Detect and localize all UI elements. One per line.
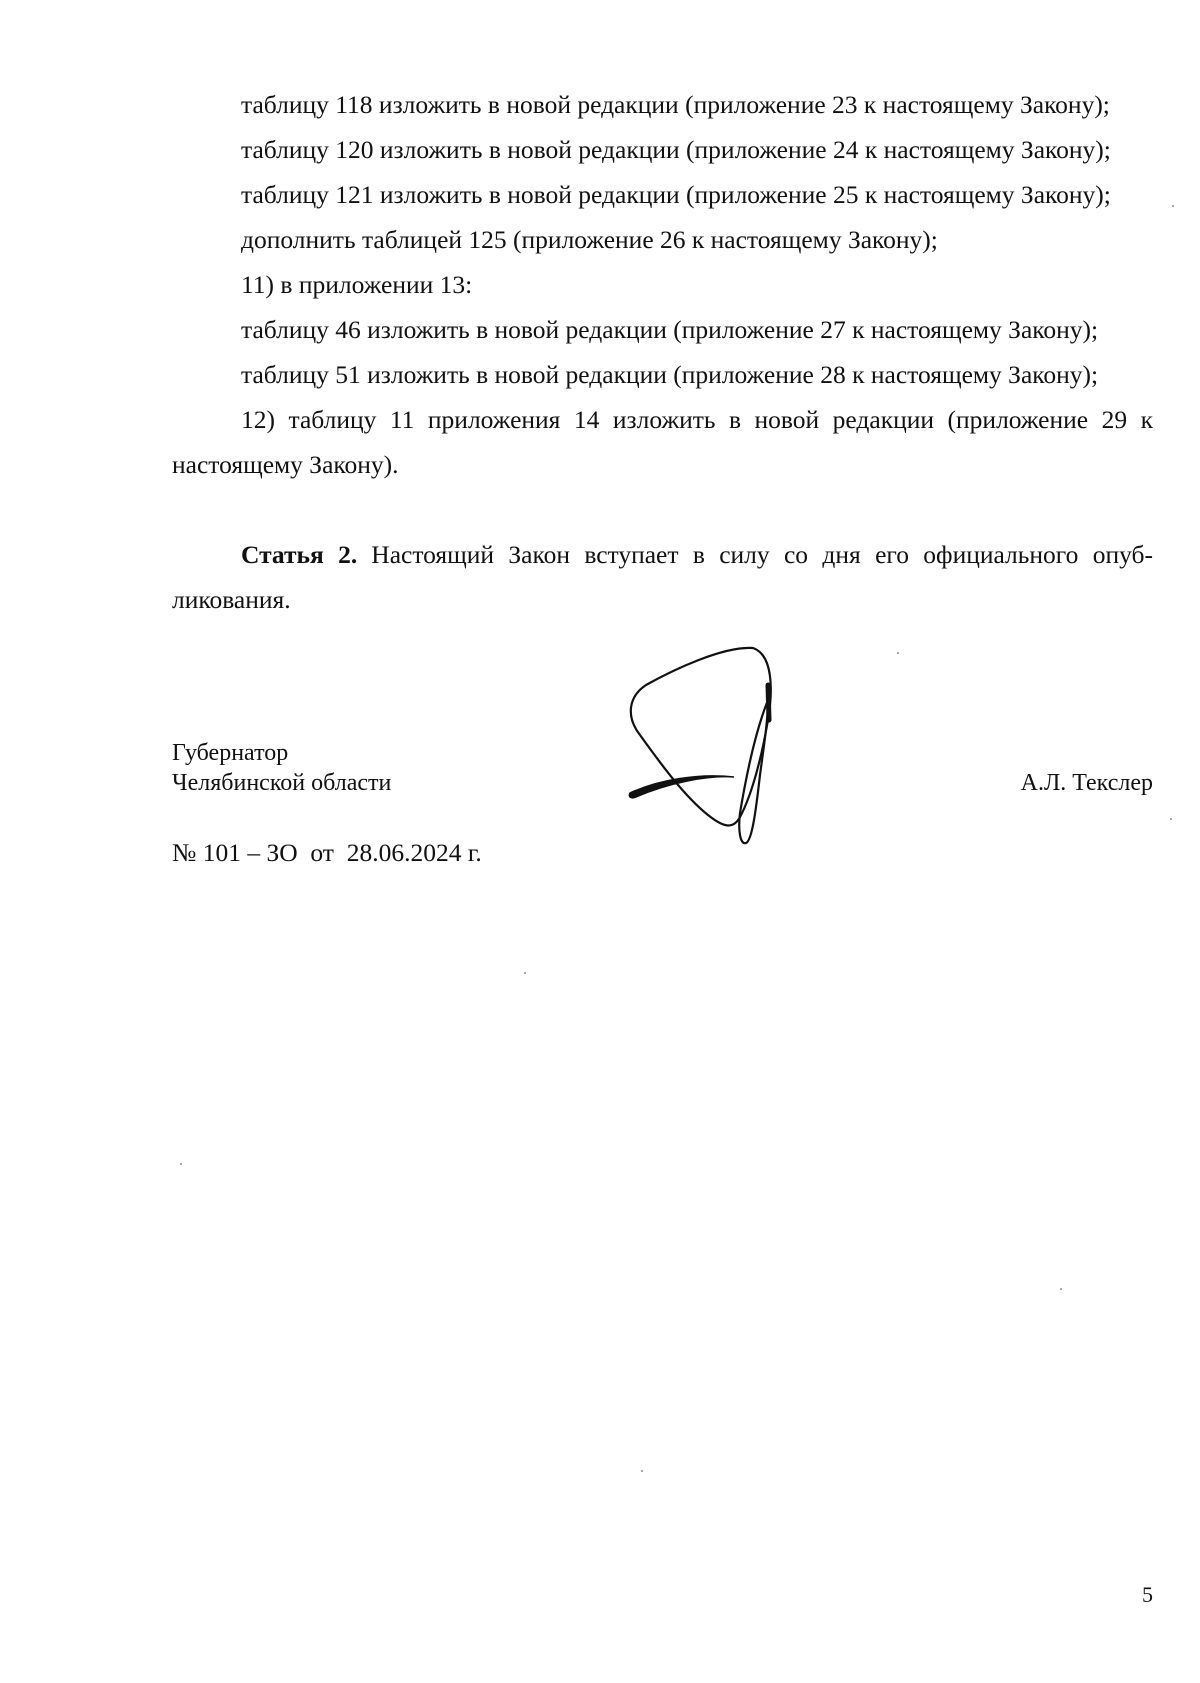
article-2-line1	[241, 540, 1153, 570]
paragraph-add-table-125: дополнить таблицей 125 (приложение 26 к настоящему Закону);	[241, 225, 938, 254]
paragraph-item-12-line1: 12) таблицу 11 приложения 14 изложить в новой редакции (приложение 29 к	[241, 405, 1153, 434]
paragraph-item-11: 11) в приложении 13:	[241, 270, 473, 299]
signer-name: А.Л. Текслер	[1020, 770, 1153, 796]
handwritten-signature	[628, 645, 828, 860]
article-2-text: Настоящий Закон вступает в силу со дня его официального опуб-	[371, 540, 1153, 569]
scan-speck	[897, 652, 899, 654]
law-number-date: № 101 – ЗО от 28.06.2024 г.	[172, 838, 482, 867]
article-2-label: Статья 2.	[241, 540, 358, 569]
scan-speck	[524, 972, 526, 974]
paragraph-table-51: таблицу 51 изложить в новой редакции (приложение 28 к настоящему Закону);	[241, 360, 1099, 389]
article-2-line2: ликования.	[172, 585, 291, 614]
page-number: 5	[1142, 1582, 1153, 1607]
scan-speck	[180, 1163, 182, 1165]
paragraph-table-118: таблицу 118 изложить в новой редакции (приложение 23 к настоящему Закону);	[241, 90, 1110, 119]
scan-speck	[1170, 818, 1172, 820]
scan-speck	[1060, 1288, 1062, 1290]
paragraph-table-46: таблицу 46 изложить в новой редакции (приложение 27 к настоящему Закону);	[241, 315, 1099, 344]
region-title: Челябинской области	[172, 770, 392, 796]
paragraph-table-120: таблицу 120 изложить в новой редакции (приложение 24 к настоящему Закону);	[241, 135, 1111, 164]
scan-speck	[1172, 205, 1174, 207]
scan-speck	[641, 1470, 643, 1472]
paragraph-item-12-line2: настоящему Закону).	[172, 450, 399, 479]
paragraph-table-121: таблицу 121 изложить в новой редакции (приложение 25 к настоящему Закону);	[241, 180, 1111, 209]
governor-title: Губернатор	[172, 740, 289, 766]
